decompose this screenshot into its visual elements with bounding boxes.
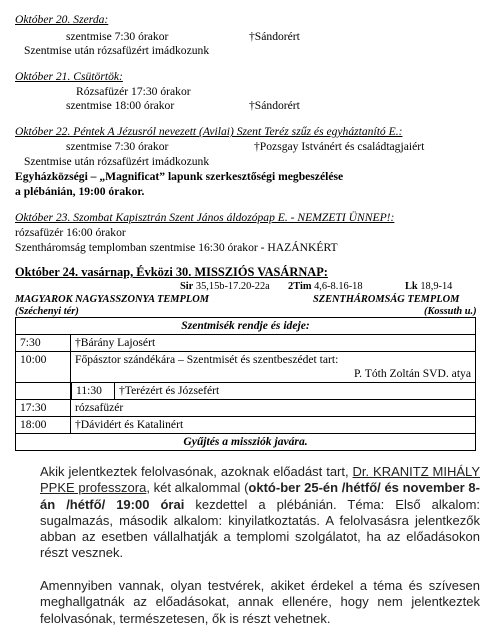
intent-text: Főpásztor szándékára – Szentmisét és szentbeszédet tart: [75,353,339,366]
time-cell: 17:30 [16,400,71,417]
church-right-address: (Kossuth u.) [424,306,477,317]
sunday-heading: Október 24. vasárnap, Évközi 30. MISSZIÓS VASÁRNAP: [15,265,328,279]
rosary-note-wednesday: Szentmise után rózsafüzért imádkozunk [24,44,210,57]
time-cell: 10:00 [16,352,71,383]
table-header: Szentmisék rendje és ideje: [16,318,476,335]
time-cell: 7:30 [16,335,71,352]
lecture-dates: októ-ber 25-én /hétfő/ és november 8-án /hétfő/ 19:00 órai [40,480,480,512]
split-cell [71,383,476,400]
reading-3: Lk 18,9-14 [405,281,453,292]
mass-saturday: Szentháromság templomban szentmise 16:30 órakor - HAZÁNKÉRT [15,241,338,254]
notice-text: , két alkalommal ( [146,480,249,496]
table-row [16,383,476,400]
reading-1: Sir 35,15b-17.20-22a [180,281,270,292]
notice-text: kezdettel a plébánián. Téma: Első alkalom: sugalmazás, második alkalom: kinyilatkoztatás. A felolvasásra jelentkezők abban az esetben vállalhatják a templomi szolgálatot, ha az előadásokon részt vesznek. [40,496,481,561]
church-left-address: (Széchenyi tér) [15,306,79,317]
speaker-name: Dr. KRANITZ MIHÁLY PPKE professzora [40,464,480,496]
table-header-row [16,318,476,335]
rosary-thursday: Rózsafüzér 17:30 órakor [76,85,191,98]
empty-cell [16,383,71,400]
notice-text: Akik jelentkeztek felolvasónak, azoknak előadást tart, [40,464,353,479]
table-footer-row [16,434,476,451]
day-heading-wednesday: Október 20. Szerda: [15,13,109,26]
intent-cell: †Terézért és Józsefért [119,384,220,397]
intent-cell: rózsafüzér [71,400,476,417]
day-heading-friday: Október 22. Péntek A Jézusról nevezett (Avilai) Szent Teréz szűz és egyháztanító E.: [15,125,403,138]
mass-wednesday: szentmise 7:30 órakor [66,30,169,43]
day-heading-thursday: Október 21. Csütörtök: [15,70,123,83]
table-footer: Gyűjtés a missziók javára. [16,434,476,451]
time-cell: 18:00 [16,417,71,434]
magnificat-meeting-place: a plébánián, 19:00 órakor. [15,185,145,198]
celebrant-name: P. Tóth Zoltán SVD. atya [353,367,471,380]
rosary-note-friday: Szentmise után rózsafüzért imádkozunk [24,155,210,168]
intent-friday: †Pozsgay Istvánért és családtagjaiért [254,140,425,153]
intent-thursday: †Sándorért [249,99,300,112]
intent-cell [71,352,476,383]
time-cell: 11:30 [71,383,115,399]
intent-cell: †Dávidért és Katalinért [71,417,476,434]
rosary-saturday: rózsafüzér 16:00 órakor [15,226,126,239]
church-right-name: SZENTHÁROMSÁG TEMPLOM [313,294,460,305]
church-left-name: MAGYAROK NAGYASSZONYA TEMPLOM [15,294,209,305]
notice-paragraph-1 [40,464,480,562]
table-row [16,352,476,383]
mass-friday: szentmise 7:30 órakor [66,140,169,153]
intent-cell: †Bárány Lajosért [71,335,476,352]
magnificat-meeting-note: Egyházközségi – „Magnificat” lapunk szerkesztőségi megbeszélése [15,170,344,183]
table-row [16,400,476,417]
mass-schedule-table [15,317,476,451]
table-row [16,417,476,434]
notice-paragraph-2: Amennyiben vannak, olyan testvérek, akiket érdekel a téma és szívesen meghallgatnák az előadásokat, annak ellenére, hogy nem jelentkeztek felolvasónak, természetesen, ők is részt vehetnek. [40,578,480,626]
mass-thursday: szentmise 18:00 órakor [66,99,175,112]
day-heading-saturday: Október 23. Szombat Kapisztrán Szent János áldozópap E. - NEMZETI ÜNNEP!: [15,211,395,224]
table-row [16,335,476,352]
intent-wednesday: †Sándorért [249,30,300,43]
reading-2: 2Tim 4,6-8.16-18 [288,281,363,292]
